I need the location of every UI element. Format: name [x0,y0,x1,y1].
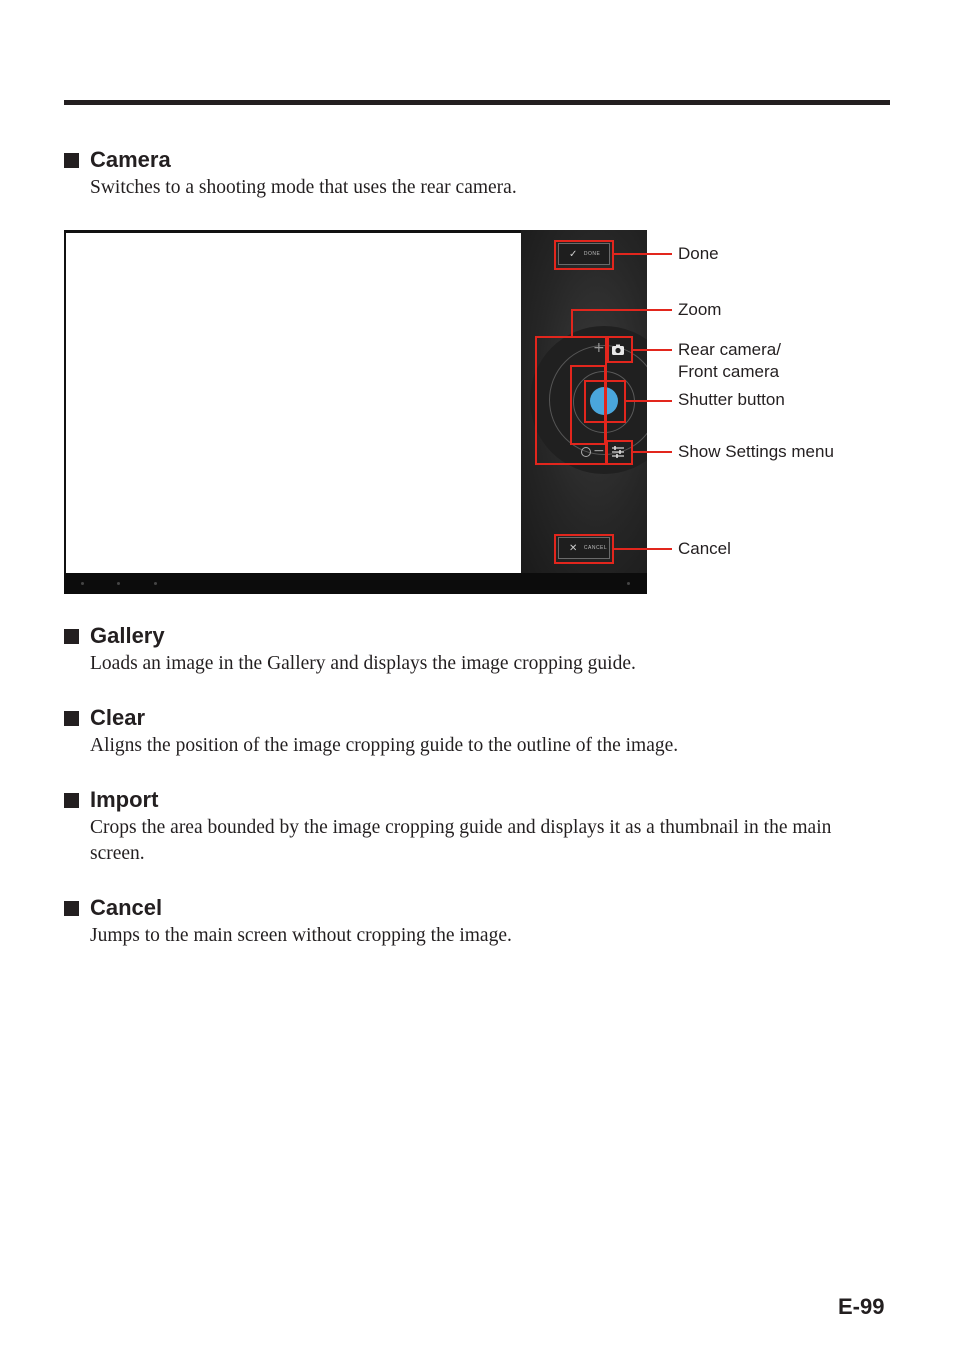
square-bullet-icon [64,711,79,726]
callout-rear-front-line2: Front camera [678,362,780,381]
close-icon: ✕ [569,542,578,554]
done-highlight [554,240,614,270]
section-title: Cancel [90,895,163,920]
section-text: Crops the area bounded by the image cropping guide and displays it as a thumbnail in the main screen. [90,817,832,864]
settings-highlight [606,440,633,465]
section-heading-clear [64,705,145,731]
section-heading-cancel [64,895,162,921]
section-text: Loads an image in the Gallery and displays the image cropping guide. [90,653,636,674]
camera-switch-leader [633,349,672,351]
nav-menu-icon[interactable] [627,582,630,585]
square-bullet-icon [64,629,79,644]
section-heading-import [64,787,158,813]
camera-preview [66,233,521,573]
cancel-leader [614,548,672,550]
section-text: Switches to a shooting mode that uses the rear camera. [90,177,517,198]
settings-leader [633,451,672,453]
cancel-highlight [554,534,614,564]
done-button-label: DONE [583,251,601,257]
check-icon: ✓ [569,248,578,260]
section-heading-gallery [64,623,165,649]
square-bullet-icon [64,901,79,916]
section-text: Aligns the position of the image cropping guide to the outline of the image. [90,735,679,756]
zoom-out-icon[interactable]: − [593,443,605,459]
top-rule [64,100,890,105]
shutter-highlight [584,380,626,423]
callout-shutter: Shutter button [678,390,785,409]
nav-back-icon[interactable] [81,582,84,585]
callout-zoom: Zoom [678,300,722,319]
system-nav-bar [64,573,647,594]
callout-settings: Show Settings menu [678,442,834,461]
section-heading-camera [64,147,171,173]
callout-cancel: Cancel [678,539,731,558]
page-number: E-99 [838,1294,885,1319]
done-leader [614,253,672,255]
callout-done: Done [678,244,719,263]
section-title: Clear [90,705,146,730]
zoom-leader [571,309,672,311]
section-title: Import [90,787,159,812]
camera-switch-highlight [607,336,633,363]
square-bullet-icon [64,153,79,168]
callout-rear-front-line1: Rear camera/ [678,340,781,359]
section-text: Jumps to the main screen without cropping the image. [90,925,512,946]
nav-home-icon[interactable] [117,582,120,585]
section-title: Camera [90,147,171,172]
nav-recents-icon[interactable] [154,582,157,585]
shutter-leader [626,400,672,402]
square-bullet-icon [64,793,79,808]
zoom-leader-vertical [571,309,573,337]
cancel-button-label: CANCEL [583,545,608,551]
zoom-in-icon[interactable]: + [593,340,605,356]
section-title: Gallery [90,623,165,648]
